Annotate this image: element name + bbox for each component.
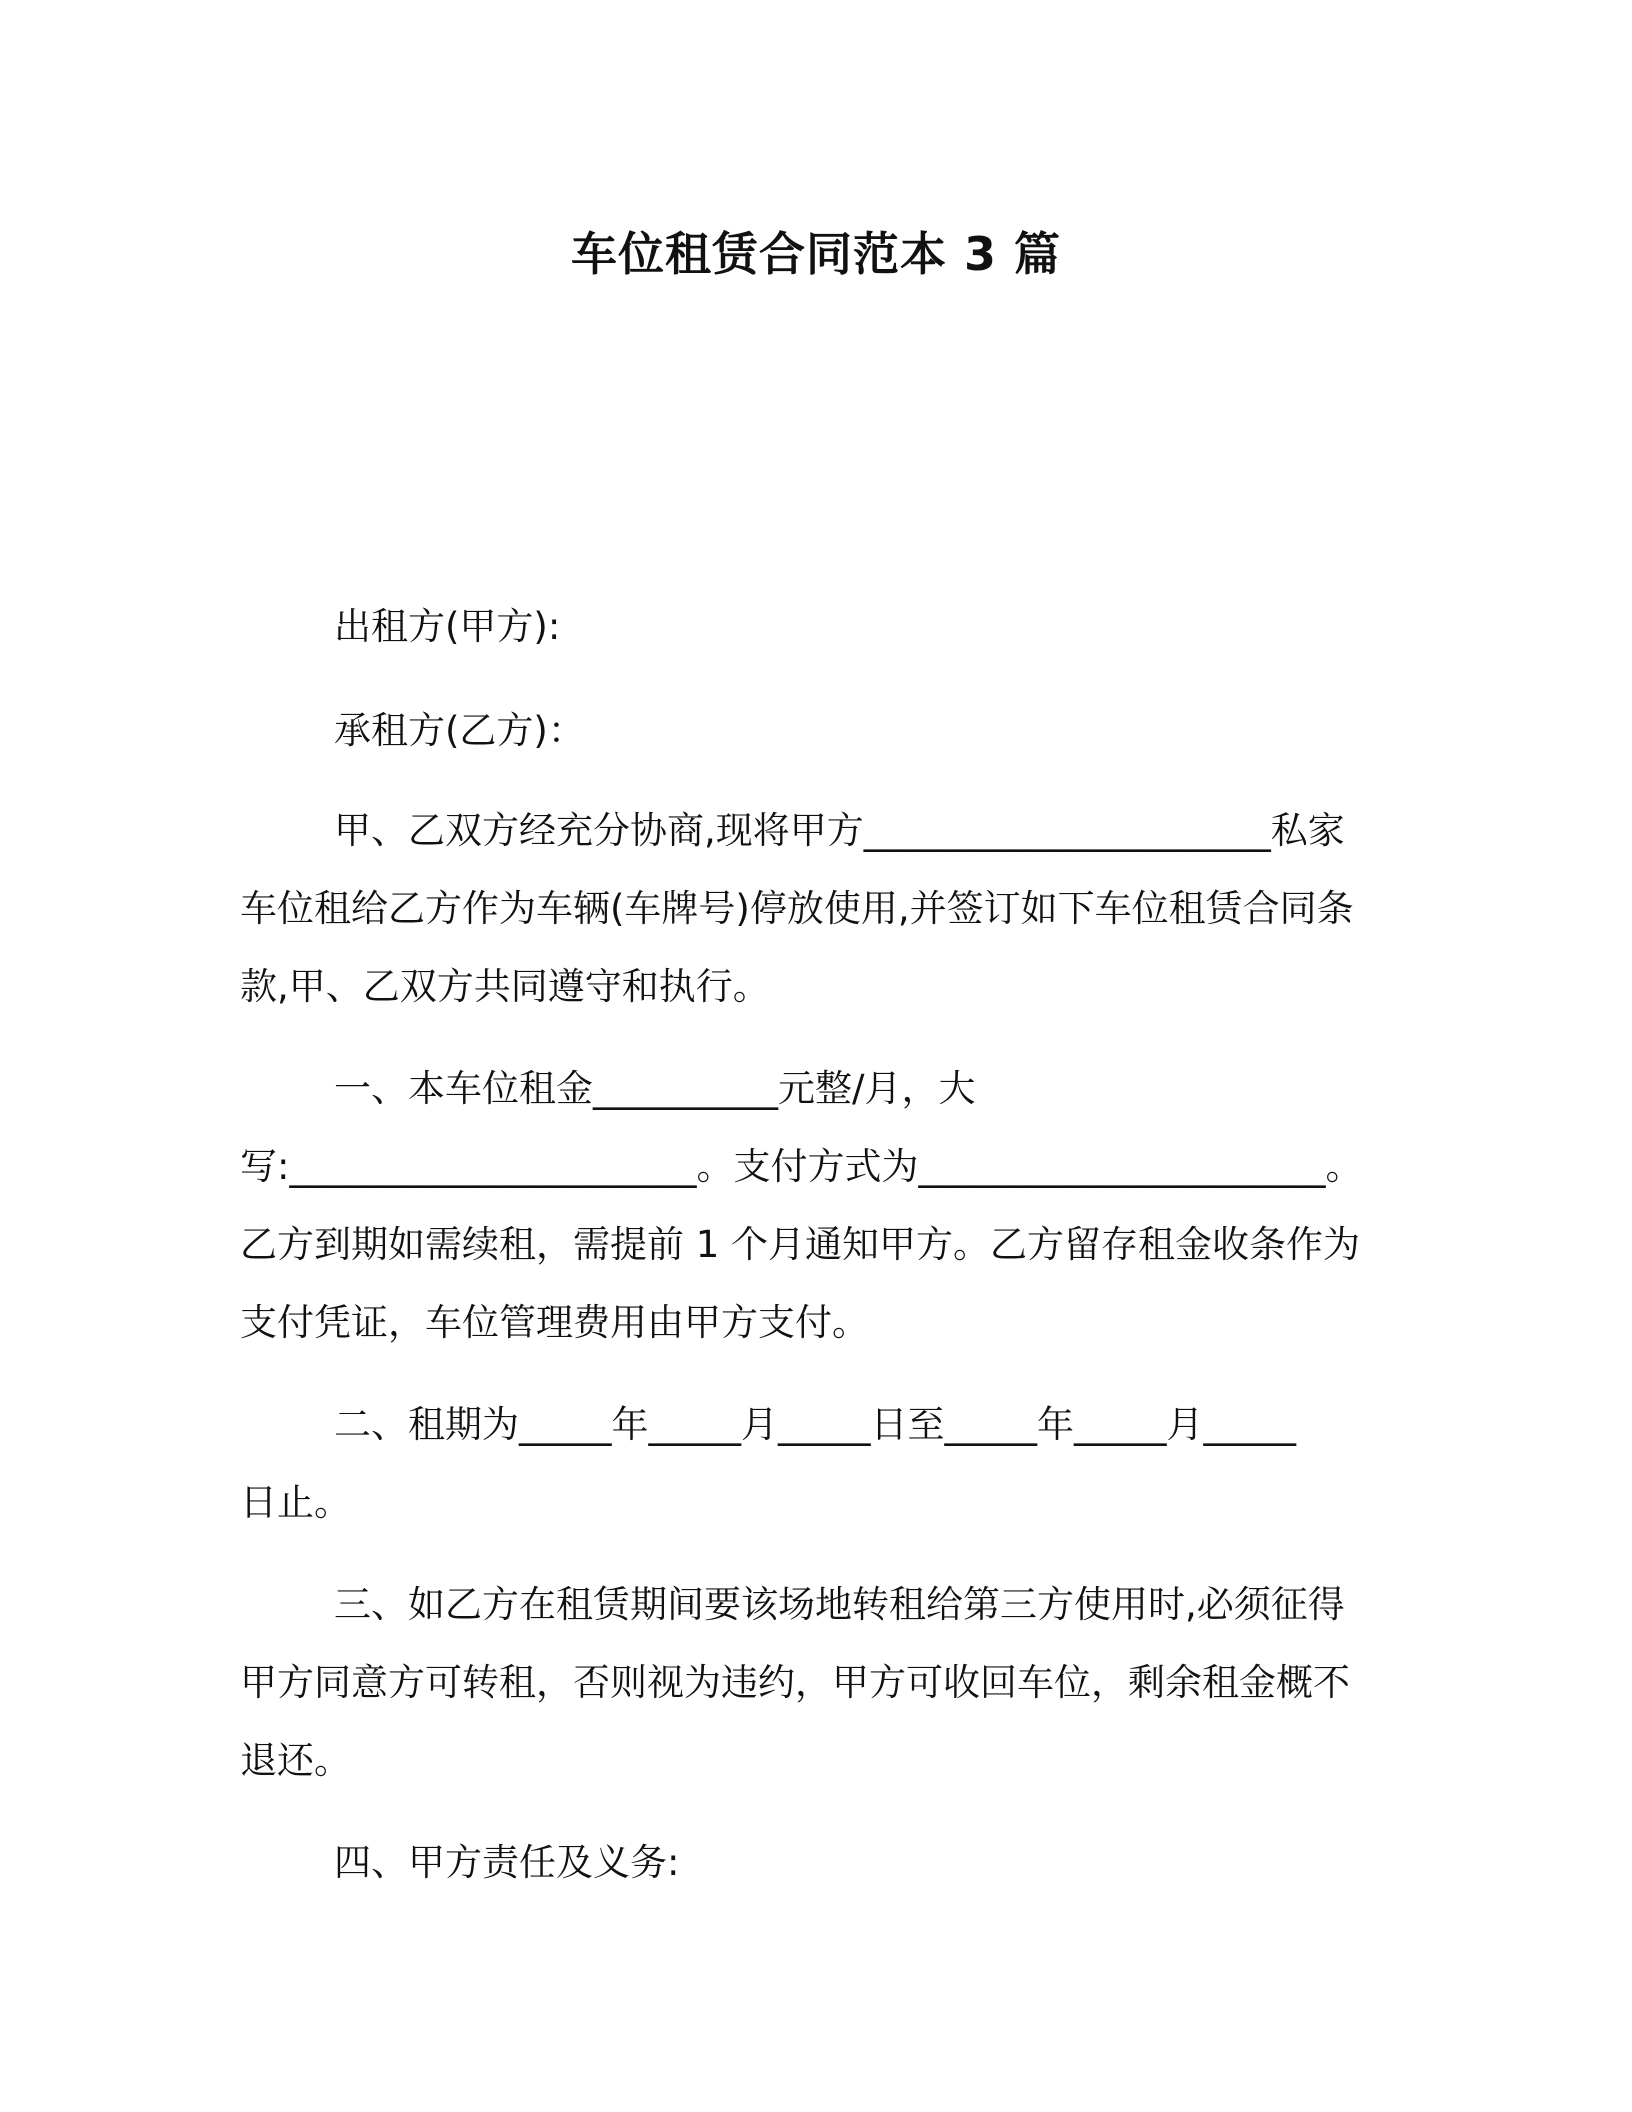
clause3-line-3: 退还。 <box>240 1739 351 1782</box>
clause1-line-2: 写:______________________。支付方式为______________________。 <box>240 1145 1363 1188</box>
clause3-line-2: 甲方同意方可转租，否则视为违约，甲方可收回车位，剩余租金概不 <box>240 1661 1350 1704</box>
clause3-line-1: 三、如乙方在租赁期间要该场地转租给第三方使用时,必须征得 <box>334 1583 1345 1626</box>
clause1-line-1: 一、本车位租金__________元整/月，大 <box>334 1067 976 1110</box>
intro-line-3: 款,甲、乙双方共同遵守和执行。 <box>240 965 770 1008</box>
clause4-heading: 四、甲方责任及义务: <box>334 1841 680 1884</box>
intro-line-2: 车位租给乙方作为车辆(车牌号)停放使用,并签订如下车位租赁合同条 <box>240 887 1354 930</box>
clause2-line-2: 日止。 <box>240 1481 351 1524</box>
document-title: 车位租赁合同范本 3 篇 <box>570 227 1062 281</box>
clause2-line-1: 二、租期为_____年_____月_____日至_____年_____月_____ <box>334 1403 1296 1446</box>
intro-line-1: 甲、乙双方经充分协商,现将甲方______________________私家 <box>334 809 1345 852</box>
lessor-label: 出租方(甲方): <box>334 605 561 648</box>
clause1-line-3: 乙方到期如需续租，需提前 1 个月通知甲方。乙方留存租金收条作为 <box>240 1223 1361 1266</box>
lessee-label: 承租方(乙方)： <box>334 709 585 752</box>
clause1-line-4: 支付凭证，车位管理费用由甲方支付。 <box>240 1301 869 1344</box>
